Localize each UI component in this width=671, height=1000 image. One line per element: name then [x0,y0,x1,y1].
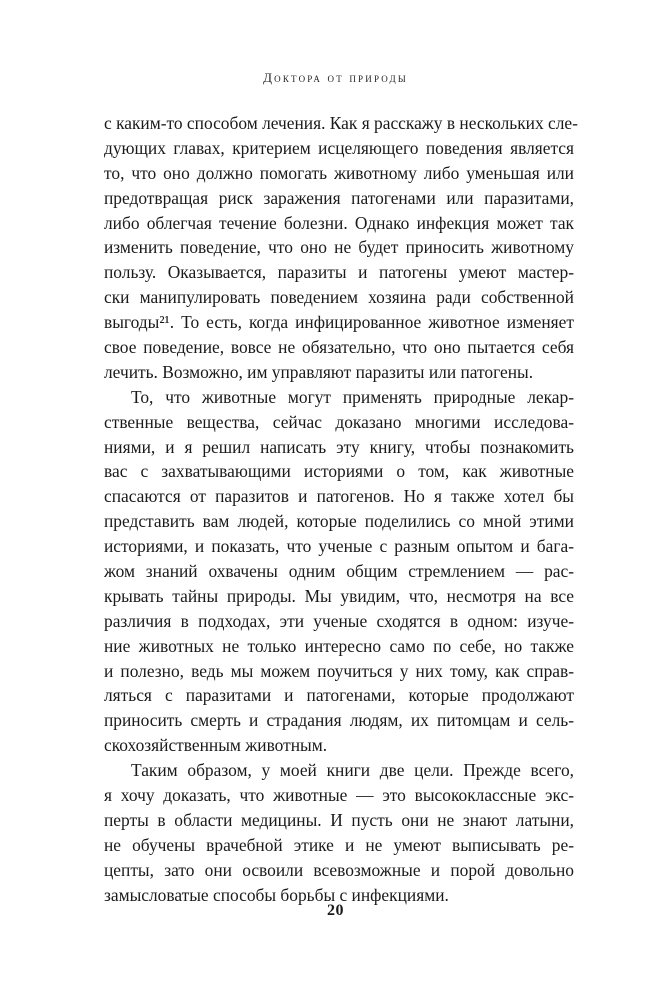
text-line: выгоды²¹. То есть, когда инфицированное животное изменяет [104,312,574,333]
text-line: цепты, зато они освоили всевозможные и порой довольно [104,859,574,880]
text-line: крывать тайны природы. Мы увидим, что, несмотря на все [104,585,574,606]
text-line: с каким-то способом лечения. Как я расскажу в нескольких сле- [104,113,578,133]
text-line: перты в области медицины. И пусть они не знают латыни, [104,809,574,830]
page-number: 20 [327,902,344,919]
text-line: Таким образом, у моей книги две цели. Прежде всего, [131,760,574,781]
text-line: ляться с паразитами и патогенами, которые продолжают [104,685,574,706]
text-line: историями, и показать, что ученые с разным опытом и бага- [104,536,574,557]
text-line: свое поведение, вовсе не обязательно, что оно пытается себя [104,337,574,358]
text-line: спасаются от паразитов и патогенов. Но я также хотел бы [104,486,574,507]
text-line: я хочу доказать, что животные — это высококлассные экс- [104,785,574,806]
text-line: то, что оно должно помогать животному либо уменьшая или [104,162,574,183]
text-line: изменить поведение, что оно не будет приносить животному [104,237,574,258]
text-line: либо облегчая течение болезни. Однако инфекция может так [104,212,574,233]
text-line: и полезно, ведь мы можем поучиться у них тому, как справ- [104,660,574,681]
text-line: То, что животные могут применять природные лекар- [131,386,574,407]
text-line: ние животных не только интересно само по себе, но также [104,635,574,656]
body-text [104,111,578,908]
text-line: не обучены врачебной этике и не умеют выписывать ре- [104,834,574,855]
text-line: различия в подходах, эти ученые сходятся в одном: изуче- [104,610,574,631]
text-line: пользу. Оказывается, паразиты и патогены умеют мастер- [104,262,574,283]
text-line: ниями, и я решил написать эту книгу, чтобы познакомить [104,436,574,457]
text-line: скохозяйственным животным. [104,735,328,756]
text-line: приносить смерть и страдания людям, их питомцам и сель- [104,710,574,731]
text-line: жом знаний охвачены одним общим стремлением — рас- [104,561,574,582]
running-head: Доктора от природы [263,70,408,85]
text-line: предотвращая риск заражения патогенами или паразитами, [104,187,574,208]
text-line: ственные вещества, сейчас доказано многими исследова- [104,411,574,432]
text-line: вас с захватывающими историями о том, как животные [104,461,574,482]
text-line: ски манипулировать поведением хозяина ради собственной [104,287,574,308]
text-line: представить вам людей, которые поделились со мной этими [104,511,574,532]
text-line: дующих главах, критерием исцеляющего поведения является [104,137,574,158]
text-line: замысловатые способы борьбы с инфекциями. [104,884,449,905]
text-line: лечить. Возможно, им управляют паразиты или патогены. [104,361,534,382]
